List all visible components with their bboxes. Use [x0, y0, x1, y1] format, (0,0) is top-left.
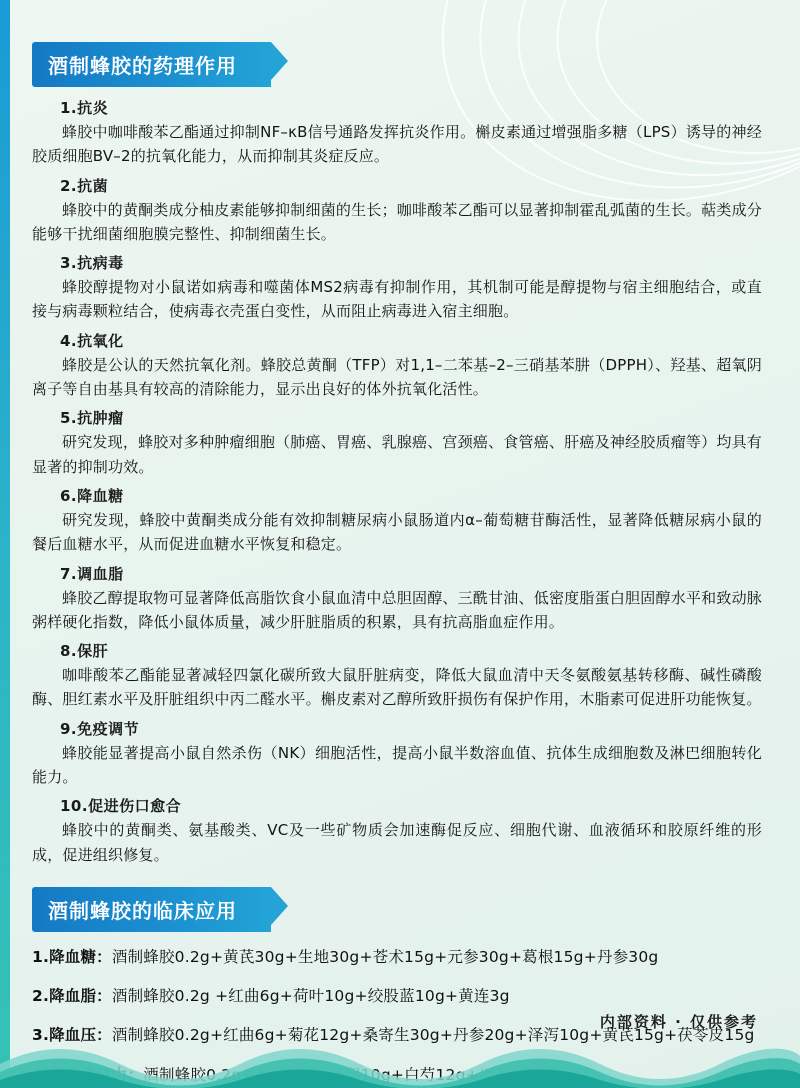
- list-item: [32, 985, 764, 1008]
- list-item: [32, 946, 764, 969]
- wave-decoration: [0, 1034, 800, 1088]
- section-title-clinical: 酒制蜂胶的临床应用: [32, 887, 271, 932]
- pharmacology-section: [26, 0, 770, 867]
- item-heading: 9.免疫调节: [60, 719, 140, 738]
- pharmacology-list: [26, 97, 770, 867]
- clinical-label: 3.降血压：: [32, 1026, 112, 1045]
- item-text: 咖啡酸苯乙酯能显著减轻四氯化碳所致大鼠肝脏病变，降低大鼠血清中天冬氨酸氨基转移酶、碱性磷酸酶、胆红素水平及肝脏组织中丙二醛水平。槲皮素对乙醇所致肝损伤有保护作用，木脂素可促进肝功能恢复。: [32, 666, 762, 709]
- item-heading: 7.调血脂: [60, 564, 124, 583]
- list-item: [32, 563, 762, 635]
- item-text: 蜂胶中的黄酮类、氨基酸类、VC及一些矿物质会加速酶促反应、细胞代谢、血液循环和胶原纤维的形成，促进组织修复。: [32, 821, 762, 864]
- item-heading: 3.抗病毒: [60, 254, 124, 273]
- list-item: [32, 330, 762, 402]
- item-text: 研究发现，蜂胶中黄酮类成分能有效抑制糖尿病小鼠肠道内α–葡萄糖苷酶活性，显著降低糖尿病小鼠的餐后血糖水平，从而促进血糖水平恢复和稳定。: [32, 510, 762, 554]
- list-item: [32, 795, 762, 867]
- clinical-label: 1.降血糖：: [32, 947, 112, 966]
- footer-note: 内部资料 · 仅供参考: [599, 1013, 758, 1031]
- clinical-value: 酒制蜂胶0.2g+黄芪30g+生地30g+苍术15g+元参30g+葛根15g+丹参30g: [111, 947, 659, 966]
- section-title-pharmacology: 酒制蜂胶的药理作用: [32, 42, 271, 87]
- item-text: 蜂胶中咖啡酸苯乙酯通过抑制NF–κB信号通路发挥抗炎作用。槲皮素通过增强脂多糖（LPS）诱导的神经胶质细胞BV–2的抗氧化能力，从而抑制其炎症反应。: [32, 123, 762, 166]
- item-text: 蜂胶能显著提高小鼠自然杀伤（NK）细胞活性，提高小鼠半数溶血值、抗体生成细胞数及淋巴细胞转化能力。: [32, 743, 762, 787]
- item-heading: 2.抗菌: [60, 176, 109, 195]
- list-item: [32, 175, 762, 247]
- list-item: [32, 485, 762, 557]
- item-heading: 1.抗炎: [60, 99, 109, 117]
- list-item: [32, 252, 762, 324]
- item-text: 蜂胶乙醇提取物可显著降低高脂饮食小鼠血清中总胆固醇、三酰甘油、低密度脂蛋白胆固醇水平和致动脉粥样硬化指数，降低小鼠体质量，减少肝脏脂质的积累，具有抗高脂血症作用。: [32, 588, 762, 631]
- list-item: [32, 718, 762, 790]
- item-text: 蜂胶醇提物对小鼠诺如病毒和噬菌体MS2病毒有抑制作用，其机制可能是醇提物与宿主细胞结合，或直接与病毒颗粒结合，使病毒衣壳蛋白变性，从而阻止病毒进入宿主细胞。: [32, 278, 762, 321]
- item-heading: 10.促进伤口愈合: [60, 797, 182, 816]
- list-item: [32, 407, 762, 479]
- item-heading: 6.降血糖: [60, 486, 124, 505]
- list-item: [32, 97, 762, 169]
- item-heading: 8.保肝: [60, 642, 109, 661]
- clinical-value: 酒制蜂胶0.2g +红曲6g+荷叶10g+绞股蓝10g+黄连3g: [111, 987, 510, 1006]
- item-text: 蜂胶是公认的天然抗氧化剂。蜂胶总黄酮（TFP）对1,1–二苯基–2–三硝基苯肼（DPPH）、羟基、超氧阴离子等自由基具有较高的清除能力，显示出良好的体外抗氧化活性。: [32, 355, 762, 399]
- list-item: [32, 640, 762, 712]
- item-heading: 4.抗氧化: [60, 331, 124, 350]
- item-heading: 5.抗肿瘤: [60, 409, 124, 428]
- item-text: 研究发现，蜂胶对多种肿瘤细胞（肺癌、胃癌、乳腺癌、宫颈癌、食管癌、肝癌及神经胶质瘤等）均具有显著的抑制功效。: [32, 433, 762, 476]
- clinical-label: 2.降血脂：: [32, 987, 112, 1006]
- item-text: 蜂胶中的黄酮类成分柚皮素能够抑制细菌的生长；咖啡酸苯乙酯可以显著抑制霍乱弧菌的生长。萜类成分能够干扰细菌细胞膜完整性、抑制细菌生长。: [32, 200, 762, 243]
- clinical-value: 酒制蜂胶0.2g+红曲6g+菊花12g+桑寄生30g+丹参20g+泽泻10g+黄芪15g+茯苓皮15g: [111, 1026, 755, 1045]
